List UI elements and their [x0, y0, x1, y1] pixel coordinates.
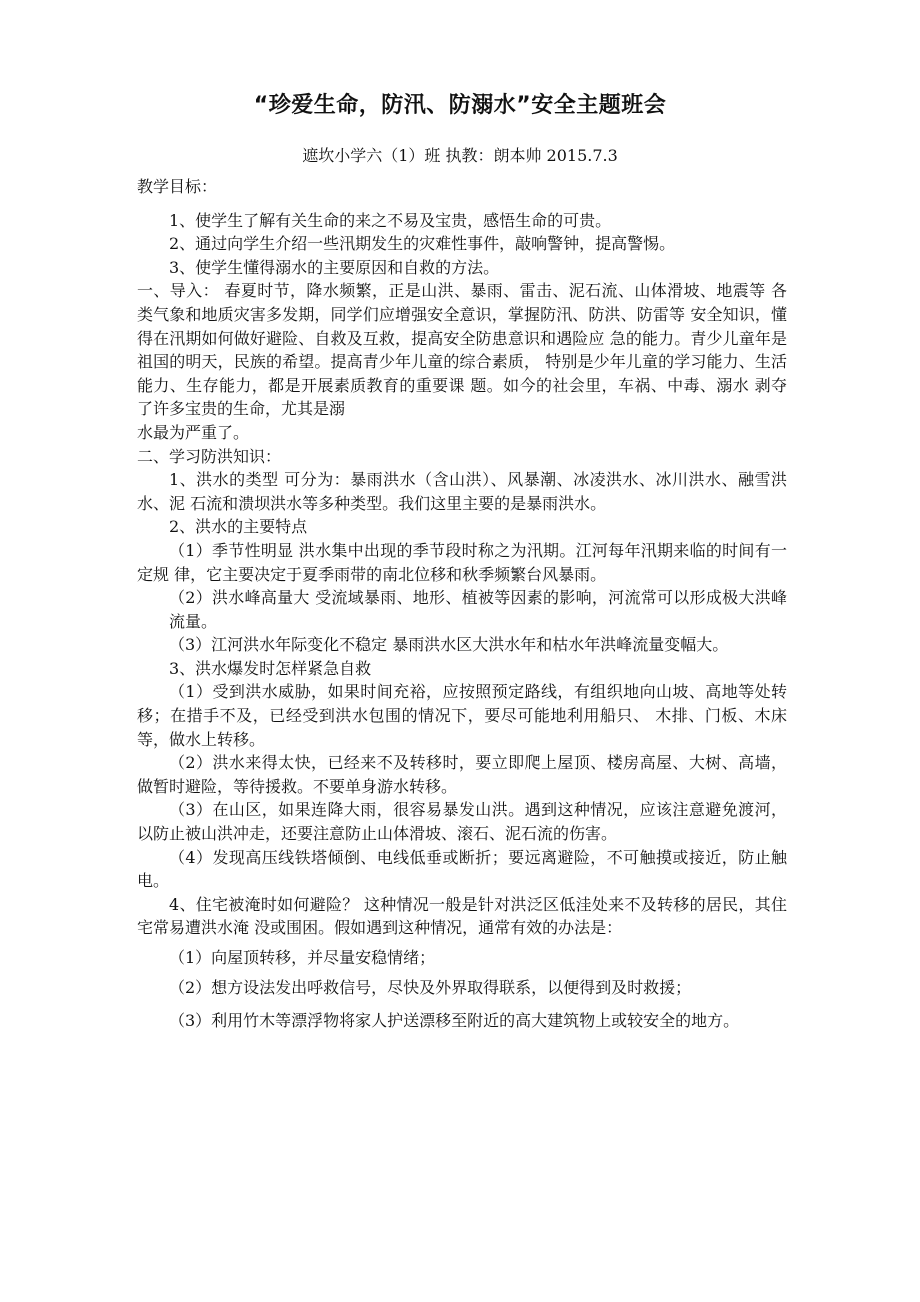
- rescue-item: （2）洪水来得太快，已经来不及转移时，要立即爬上屋顶、楼房高屋、大树、高墙，做暂时避险，等待援救。不要单身游水转移。: [137, 753, 787, 796]
- rescue-item: （1）受到洪水威胁，如果时间充裕，应按照预定路线，有组织地向山坡、高地等处转移；在措手不及，已经受到洪水包围的情况下，要尽可能地利用船只、 木排、门板、木床等，做水上转移。: [137, 682, 787, 749]
- goal-item: 3、使学生懂得溺水的主要原因和自救的方法。: [169, 257, 500, 277]
- document-body: [137, 175, 787, 1033]
- goals-heading: 教学目标：: [137, 177, 218, 196]
- goal-item: 2、通过向学生介绍一些汛期发生的灾难性事件，敲响警钟，提高警惕。: [169, 234, 676, 254]
- house-step: （1）向屋顶转移，并尽量安稳情绪；: [169, 948, 436, 967]
- house-paragraph: 4、住宅被淹时如何避险？ 这种情况一般是针对洪泛区低洼处来不及转移的居民，其住宅常易遭洪水淹 没或围困。假如遇到这种情况，通常有效的办法是：: [137, 894, 787, 938]
- intro-paragraph-tail: 水最为严重了。: [137, 422, 250, 442]
- feature-item: （2）洪水峰高量大 受流域暴雨、地形、植被等因素的影响，河流常可以形成极大洪峰流量。: [169, 588, 787, 631]
- document-title: “珍爱生命，防汛、防溺水”安全主题班会: [253, 93, 667, 118]
- flood-types-paragraph: 1、洪水的类型 可分为：暴雨洪水（含山洪）、风暴潮、冰凌洪水、冰川洪水、融雪洪水、泥 石流和溃坝洪水等多种类型。我们这里主要的是暴雨洪水。: [137, 470, 787, 513]
- rescue-item: （4）发现高压线铁塔倾倒、电线低垂或断折；要远离避险，不可触摸或接近，防止触电。: [137, 847, 787, 891]
- house-step: （3）利用竹木等漂浮物将家人护送漂移至附近的高大建筑物上或较安全的地方。: [169, 1011, 740, 1031]
- feature-item: （3）江河洪水年际变化不稳定 暴雨洪水区大洪水年和枯水年洪峰流量变幅大。: [169, 635, 729, 655]
- document-subtitle: 遮坎小学六（1）班 执教：朗本帅 2015.7.3: [302, 146, 618, 165]
- feature-item: （1）季节性明显 洪水集中出现的季节段时称之为汛期。江河每年汛期来临的时间有一定规 律，它主要决定于夏季雨带的南北位移和秋季频繁台风暴雨。: [137, 540, 787, 584]
- rescue-item: （3）在山区，如果连降大雨，很容易暴发山洪。遇到这种情况，应该注意避免渡河，以防止被山洪冲走，还要注意防止山体滑坡、滚石、泥石流的伤害。: [137, 800, 787, 844]
- house-step: （2）想方设法发出呼救信号，尽快及外界取得联系，以便得到及时救援；: [169, 977, 692, 997]
- intro-paragraph: 一、导入： 春夏时节，降水频繁，正是山洪、暴雨、雷击、泥石流、山体滑坡、地震等 各类气象和地质灾害多发期，同学们应增强安全意识，掌握防汛、防洪、防雷等 安全知识，懂得在汛期如何做好避险、自救及互救，提高安全防患意识和遇险应 急的能力。青少儿童年是祖国的明天，民族的希望。提高青少年儿童的综合素质， 特别是少年儿童的学习能力、生活能力、生存能力，都是开展素质教育的重要课 题。如今的社会里，车祸、中毒、溺水 剥夺了许多宝贵的生命，尤其是溺: [137, 281, 787, 419]
- features-heading: 2、洪水的主要特点: [169, 517, 308, 537]
- section-heading: 二、学习防洪知识：: [137, 446, 282, 466]
- rescue-heading: 3、洪水爆发时怎样紧急自救: [169, 658, 372, 678]
- goal-item: 1、使学生了解有关生命的来之不易及宝贵，感悟生命的可贵。: [169, 210, 612, 230]
